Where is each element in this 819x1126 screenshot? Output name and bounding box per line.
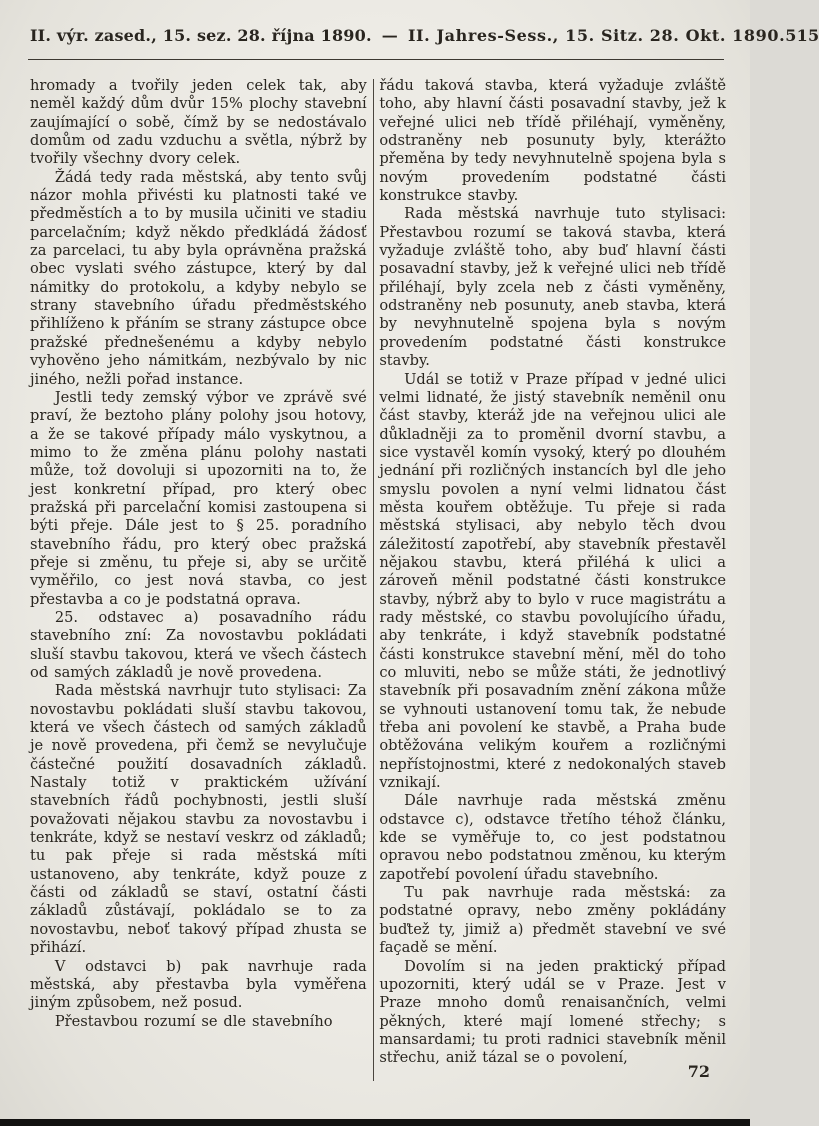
page-number: 515	[785, 26, 819, 45]
paragraph: Rada městská navrhuje tuto stylisaci: Přestavbou rozumí se taková stavba, která vyžaduje zvláště toho, aby buď hlavní části posavadní stavby, jež k veřejné ulici neb třídě přiléhají, byly zcela neb z části vyměněny, odstraněny neb posunuty, aneb stavba, která by nevyhnutelně spojena byla s novým provedením podstatné části konstrukce stavby.	[379, 205, 726, 370]
paragraph: Tu pak navrhuje rada městská: za podstatné opravy, nebo změny pokládány buďtež ty, jimiž a) předmět stavební ve své façadě se mění.	[379, 884, 726, 957]
paragraph: Žádá tedy rada městská, aby tento svůj názor mohla přivésti ku platnosti také ve předměstích a to by musila učiniti ve stadiu parcelačním; když někdo předkládá žádosť za parcelaci, tu aby byla oprávněna pražská obec vyslati svého zástupce, který by dal námitky do protokolu, a kdyby nebylo se strany stavebního úřadu předměstského přihlíženo k přáním se strany zástupce obce pražské přednešenému a kdyby nebylo vyhověno jeho námitkám, nezbývalo by nic jiného, nežli pořad instance.	[30, 168, 367, 388]
paragraph: Jestli tedy zemský výbor ve zprávě své praví, že beztoho plány polohy jsou hotovy, a že se takové případy málo vyskytnou, a mimo to že změna plánu polohy nastati může, tož dovoluji si upozorniti na to, že jest konkretní případ, pro který obec pražská při parcelační komisi zastoupena si býti přeje. Dále jest to § 25. poradního stavebního řádu, pro který obec pražská přeje si změnu, tu přeje si, aby se určitě vyměřilo, co jest nová stavba, co jest přestavba a co je podstatná oprava.	[30, 388, 367, 608]
paragraph: řádu taková stavba, která vyžaduje zvláště toho, aby hlavní části posavadní stavby, jež k veřejné ulici neb třídě přiléhají, vyměněny, odstraněny neb posunuty byly, kterážto přeměna by tedy nevyhnutelně spojena byla s novým provedením podstatné části konstrukce stavby.	[379, 77, 726, 205]
sheet-signature-number: 72	[687, 1062, 710, 1081]
header-rule	[28, 59, 724, 60]
text-columns	[30, 77, 726, 1081]
paragraph: Udál se totiž v Praze případ v jedné ulici velmi lidnaté, že jistý stavebník neměnil onu část stavby, kteráž jde na veřejnou ulici ale důkladněji za to proměnil dvorní stavbu, a sice vystavěl komín vysoký, který po dlouhém jednání při rozličných instancích byl dle jeho smyslu povolen a nyní velmi lidnatou část města kouřem obtěžuje. Tu přeje si rada městská stylisaci, aby nebylo těch dvou záležitostí zapotřebí, aby stavebník přestavěl nějakou stavbu, která přiléhá k ulici a zároveň měnil podstatné části konstrukce stavby, nýbrž aby to bylo v ruce magistrátu a rady městské, co stavbu povolujícího úřadu, aby tenkráte, i když stavebník podstatné části konstrukce stavební mění, měl do toho co mluviti, nebo se může státi, že jednotlivý stavebník při posavadním znění zákona může se vyhnouti ustanovení tomu tak, že nebude třeba ani povolení ke stavbě, a Praha bude obtěžována velikým kouřem a rozličnými nepřístojnostmi, které z nedokonalých staveb vznikají.	[379, 370, 726, 792]
right-column	[379, 77, 726, 1081]
paragraph: V odstavci b) pak navrhuje rada městská, aby přestavba byla vyměřena jiným způsobem, než posud.	[30, 957, 367, 1012]
paragraph: hromady a tvořily jeden celek tak, aby neměl každý dům dvůr 15% plochy stavební zaujímající o sobě, čímž by se nedostávalo domům od zadu vzduchu a světla, nýbrž by tvořily všechny dvory celek.	[30, 77, 367, 168]
paragraph: Přestavbou rozumí se dle stavebního	[54, 1012, 333, 1030]
column-divider-rule	[373, 79, 375, 1081]
running-head-titles	[30, 26, 785, 45]
paragraph: 25. odstavec a) posavadního rádu stavebního zní: Za novostavbu pokládati sluší stavbu takovou, která ve všech částech od samých základů je nově provedena.	[30, 608, 367, 681]
running-head-czech: II. výr. zased., 15. sez. 28. října 1890.	[30, 26, 372, 45]
left-column	[30, 77, 367, 1081]
paragraph: Dovolím si na jeden praktický případ upozorniti, který udál se v Praze. Jest v Praze mnoho domů renaisančních, velmi pěkných, které mají lomené střechy; s mansardami; tu proti radnici stavebník měnil střechu, aniž tázal se o povolení,	[379, 957, 726, 1067]
running-head-german: II. Jahres-Sess., 15. Sitz. 28. Okt. 1890.	[407, 26, 786, 45]
paragraph: Rada městská navrhujr tuto stylisaci: Za novostavbu pokládati sluší stavbu takovou, která ve všech částech od samých základů je nově provedena, při čemž se nevylučuje částečné použití dosavadních základů. Nastaly totiž v praktickém užívání stavebních řádů pochybnosti, jestli sluší považovati nějakou stavbu za novostavbu i tenkráte, když se nestaví veskrz od základů; tu pak přeje si rada městská míti ustanoveno, aby tenkráte, když pouze z části od základů se staví, ostatní části základů zůstávají, pokládalo se to za novostavbu, neboť takový případ zhusta se přihází.	[30, 682, 367, 957]
running-head-separator: —	[381, 26, 398, 45]
running-head	[30, 26, 819, 45]
scan-edge-artifact	[0, 1119, 750, 1126]
paragraph: Dále navrhuje rada městská změnu odstavce c), odstavce třetího téhož článku, kde se vyměřuje to, co jest podstatnou opravou nebo podstatnou změnou, ku kterým zapotřebí povolení úřadu stavebního.	[379, 792, 726, 883]
